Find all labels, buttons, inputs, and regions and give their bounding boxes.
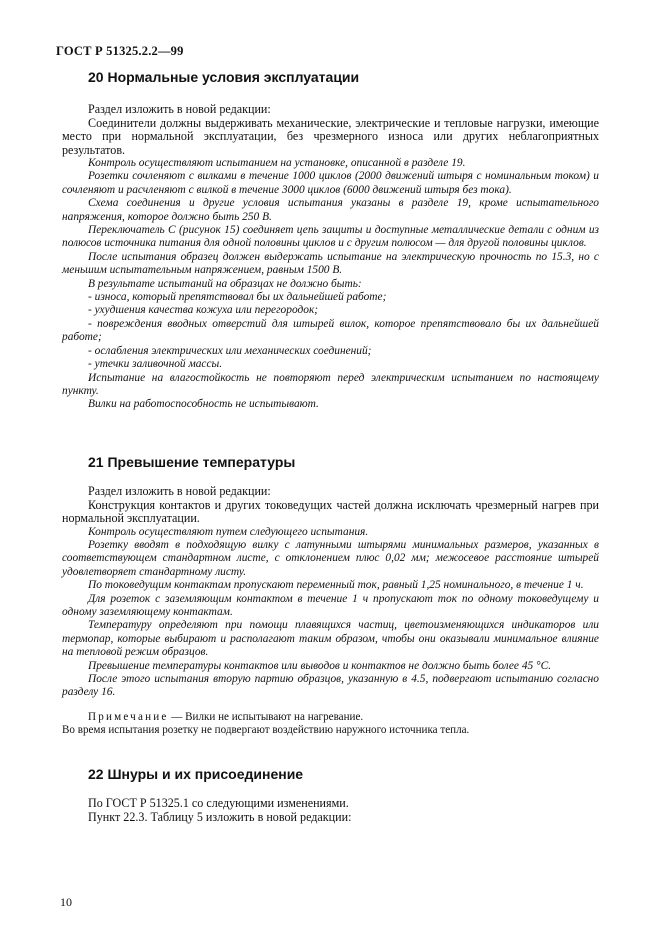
paragraph: Схема соединения и другие условия испытания указаны в разделе 19, кроме испытательного напряжения, которое должно быть 250 В.	[62, 197, 599, 223]
note	[62, 711, 599, 724]
paragraph: Для розеток с заземляющим контактом в течение 1 ч пропускают ток по одному токоведущему и одному заземляющему контактам.	[62, 592, 599, 618]
paragraph: Контроль осуществляют испытанием на установке, описанной в разделе 19.	[88, 157, 466, 169]
section-21-heading: 21 Превышение температуры	[88, 454, 296, 470]
paragraph: Переключатель С (рисунок 15) соединяет цепь защиты и доступные металлические детали с одним из полюсов источника питания для одной половины циклов и с другим полюсом — для другой половины циклов.	[62, 224, 599, 250]
section-22-heading: 22 Шнуры и их присоединение	[88, 766, 304, 782]
paragraph: По ГОСТ Р 51325.1 со следующими изменениями.	[88, 796, 349, 810]
section-20-heading: 20 Нормальные условия эксплуатации	[88, 69, 360, 85]
paragraph: Испытание на влагостойкость не повторяют перед электрическим испытанием по настоящему пункту.	[62, 371, 599, 397]
section-20-body	[62, 103, 599, 412]
paragraph: По токоведущим контактам пропускают переменный ток, равный 1,25 номинального, в течение 1 ч.	[88, 579, 584, 592]
paragraph: Превышение температуры контактов или выводов и контактов не должно быть более 45 °С.	[88, 659, 552, 672]
list-item: - ослабления электрических или механических соединений;	[88, 344, 372, 357]
list-item: - повреждения вводных отверстий для штырей вилок, которое препятствовало бы их дальнейшей работе;	[62, 317, 599, 344]
page-number: 10	[60, 895, 72, 909]
section-21-body	[62, 485, 599, 738]
section-22-body	[62, 797, 599, 824]
paragraph: Вилки на работоспособность не испытывают.	[88, 398, 319, 411]
paragraph: Пункт 22.3. Таблицу 5 изложить в новой редакции:	[88, 809, 352, 824]
paragraph: После испытания образец должен выдержать испытание на электрическую прочность по 15.3, но с меньшим испытательным напряжением, равным 1500 В.	[62, 250, 599, 277]
note-text: — Вилки не испытывают на нагревание.	[171, 710, 364, 723]
list-item: - ухудшения качества кожуха или перегородок;	[88, 304, 319, 317]
paragraph: Раздел изложить в новой редакции:	[88, 484, 271, 498]
paragraph: Розетки сочленяют с вилками в течение 1000 циклов (2000 движений штыря с номинальным током) и сочленяют и расчленяют с вилкой в течение 3000 циклов (6000 движений штыря без тока).	[62, 170, 599, 196]
paragraph: Розетку вводят в подходящую вилку с латунными штырями минимальных размеров, указанных в соответствующем стандартном листе, с отклонением плюс 0,02 мм; межосевое расстояние штырей удовлетворяет стандартному листу.	[62, 538, 599, 578]
note-continuation: Во время испытания розетку не подвергают воздействию наружного источника тепла.	[62, 724, 470, 737]
paragraph: Конструкция контактов и других токоведущих частей должна исключать чрезмерный нагрев при нормальной эксплуатации.	[62, 497, 599, 525]
paragraph: В результате испытаний на образцах не должно быть:	[88, 277, 362, 290]
list-item: - утечки заливочной массы.	[88, 358, 223, 371]
paragraph: Контроль осуществляют путем следующего испытания.	[88, 525, 369, 538]
note-label: Примечание	[88, 710, 169, 723]
paragraph: Раздел изложить в новой редакции:	[88, 102, 271, 116]
paragraph: Температуру определяют при помощи плавящихся частиц, цветоизменяющихся индикаторов или термопар, которые выбирают и располагают таким образом, чтобы они оказывали минимальное влияние на тепловой режим образцов.	[62, 619, 599, 659]
document-header: ГОСТ Р 51325.2.2—99	[56, 44, 184, 58]
paragraph: Соединители должны выдерживать механические, электрические и тепловые нагрузки, имеющие место при нормальной эксплуатации, без чрезмерного износа или других неблагоприятных результатов.	[62, 115, 599, 157]
paragraph: После этого испытания вторую партию образцов, указанную в 4.5, подвергают испытанию согласно разделу 16.	[62, 672, 599, 699]
list-item: - износа, который препятствовал бы их дальнейшей работе;	[88, 291, 387, 304]
